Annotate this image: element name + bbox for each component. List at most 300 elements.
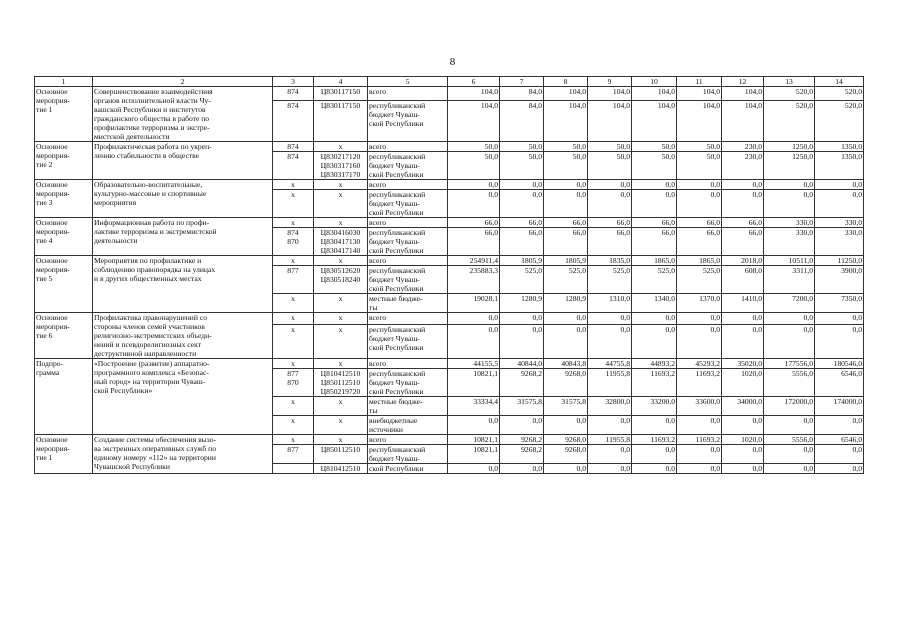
amount-cell: 9268,0 <box>544 445 588 464</box>
grbs-code-line: х <box>291 256 295 265</box>
grbs-code <box>273 101 314 142</box>
kcsr-code-line: Ц830117150 <box>320 87 361 96</box>
kcsr-code-line: х <box>338 190 343 199</box>
activity-name-line: Основное <box>36 256 68 265</box>
grbs-code-line: х <box>291 313 295 322</box>
amount-cell: 230,0 <box>722 142 764 152</box>
activity-description-line: лактике терроризма и экстремистской <box>94 227 217 236</box>
amount-cell: 10511,0 <box>764 256 815 266</box>
amount-cell: 525,0 <box>500 266 544 294</box>
amount-cell: 1865,0 <box>632 256 677 266</box>
header-row <box>35 77 864 87</box>
activity-name-line: Основное <box>36 142 68 151</box>
amount-cell: 0,0 <box>722 416 764 435</box>
column-header-6: 6 <box>448 77 500 87</box>
activity-name <box>35 359 93 435</box>
activity-description <box>93 218 273 256</box>
amount-cell: 84,0 <box>500 87 544 101</box>
amount-cell: 0,0 <box>448 313 500 325</box>
amount-cell: 0,0 <box>632 445 677 464</box>
amount-cell: 66,0 <box>677 228 722 256</box>
activity-name-line: грамма <box>36 368 60 377</box>
funding-source-line: бюджет Чуваш- <box>369 378 420 387</box>
grbs-code <box>273 152 314 180</box>
activity-name-line: тие 6 <box>36 331 53 340</box>
grbs-code-line: 870 <box>287 378 299 387</box>
amount-cell: 32800,0 <box>588 397 632 416</box>
amount-cell: 50,0 <box>588 142 632 152</box>
funding-source <box>368 313 448 325</box>
amount-cell: 66,0 <box>544 228 588 256</box>
table-row <box>35 256 864 266</box>
grbs-code-line: х <box>291 190 295 199</box>
kcsr-code-line: х <box>338 313 343 322</box>
amount-cell: 33334,4 <box>448 397 500 416</box>
funding-source-line: бюджет Чуваш- <box>369 237 420 246</box>
amount-cell: 520,0 <box>764 101 815 142</box>
activity-description-line: вашской Республики и институтов <box>94 105 206 114</box>
amount-cell: 50,0 <box>448 152 500 180</box>
funding-source-line: бюджет Чуваш- <box>369 161 420 170</box>
grbs-code-line: х <box>291 397 295 406</box>
amount-cell: 66,0 <box>448 218 500 228</box>
funding-source <box>368 416 448 435</box>
kcsr-code <box>314 101 368 142</box>
funding-source <box>368 190 448 218</box>
amount-cell: 0,0 <box>764 464 815 474</box>
activity-name-line: мероприя- <box>36 265 70 274</box>
activity-name-line: мероприя- <box>36 96 70 105</box>
activity-description-line: деструктивной направленности <box>94 349 197 358</box>
kcsr-code-line: х <box>338 325 343 335</box>
funding-source-line: источники <box>369 425 403 434</box>
amount-cell: 50,0 <box>588 152 632 180</box>
amount-cell: 33600,0 <box>677 397 722 416</box>
amount-cell: 1250,0 <box>764 152 815 180</box>
amount-cell: 104,0 <box>722 101 764 142</box>
amount-cell: 50,0 <box>544 152 588 180</box>
amount-cell: 45293,2 <box>677 359 722 369</box>
funding-source-line: республиканский <box>369 152 426 161</box>
table-row <box>35 218 864 228</box>
grbs-code <box>273 256 314 266</box>
amount-cell: 66,0 <box>632 218 677 228</box>
activity-name-line: мероприя- <box>36 151 70 160</box>
funding-source-line: всего <box>369 359 387 368</box>
funding-source-line: республиканский <box>369 101 426 111</box>
amount-cell: 0,0 <box>722 325 764 359</box>
grbs-code <box>273 87 314 101</box>
funding-source-line: ской Республики <box>369 170 424 179</box>
activity-name <box>35 142 93 180</box>
amount-cell: 0,0 <box>500 313 544 325</box>
activity-name <box>35 435 93 474</box>
funding-source-line: бюджет Чуваш- <box>369 199 420 208</box>
amount-cell: 50,0 <box>632 152 677 180</box>
column-header-9: 9 <box>588 77 632 87</box>
activity-name <box>35 180 93 218</box>
activity-description-line: профилактике терроризма и экстре- <box>94 123 210 132</box>
funding-source <box>368 256 448 266</box>
amount-cell: 0,0 <box>815 180 864 190</box>
kcsr-code <box>314 87 368 101</box>
activity-description-line: гражданского общества в работе по <box>94 114 210 123</box>
amount-cell: 10821,1 <box>448 445 500 464</box>
activity-description-line: ской Республики» <box>94 386 153 395</box>
kcsr-code <box>314 325 368 359</box>
amount-cell: 0,0 <box>764 416 815 435</box>
activity-name <box>35 218 93 256</box>
table-row <box>35 359 864 369</box>
kcsr-code <box>314 397 368 416</box>
amount-cell: 44155,5 <box>448 359 500 369</box>
amount-cell: 11693,2 <box>632 435 677 445</box>
amount-cell: 31575,8 <box>500 397 544 416</box>
kcsr-code <box>314 359 368 369</box>
activity-description <box>93 435 273 474</box>
amount-cell: 3311,0 <box>764 266 815 294</box>
kcsr-code-line: х <box>338 435 343 444</box>
grbs-code <box>273 313 314 325</box>
amount-cell: 7350,0 <box>815 294 864 313</box>
amount-cell: 0,0 <box>722 313 764 325</box>
amount-cell: 254911,4 <box>448 256 500 266</box>
activity-description-line: Чувашской Республики <box>94 462 170 471</box>
amount-cell: 44755,8 <box>588 359 632 369</box>
amount-cell: 0,0 <box>588 464 632 474</box>
funding-source-line: бюджет Чуваш- <box>369 110 420 120</box>
amount-cell: 0,0 <box>764 180 815 190</box>
amount-cell: 0,0 <box>544 416 588 435</box>
grbs-code <box>273 369 314 397</box>
activity-description-line: ный город» на территории Чуваш- <box>94 377 206 386</box>
amount-cell: 11955,8 <box>588 369 632 397</box>
amount-cell: 0,0 <box>722 445 764 464</box>
amount-cell: 0,0 <box>588 416 632 435</box>
kcsr-code-line: Ц830117150 <box>320 101 361 111</box>
amount-cell: 1310,0 <box>588 294 632 313</box>
grbs-code <box>273 218 314 228</box>
column-header-3: 3 <box>273 77 314 87</box>
amount-cell: 66,0 <box>544 218 588 228</box>
activity-description-line: Информационная работа по профи- <box>94 218 210 227</box>
amount-cell: 1250,0 <box>764 142 815 152</box>
kcsr-code <box>314 256 368 266</box>
amount-cell: 11955,8 <box>588 435 632 445</box>
kcsr-code <box>314 218 368 228</box>
activity-description-line: мистской деятельности <box>94 132 170 141</box>
amount-cell: 50,0 <box>500 142 544 152</box>
amount-cell: 1805,9 <box>544 256 588 266</box>
grbs-code <box>273 142 314 152</box>
amount-cell: 1280,9 <box>500 294 544 313</box>
amount-cell: 104,0 <box>632 87 677 101</box>
activity-name-line: Основное <box>36 435 68 444</box>
amount-cell: 0,0 <box>722 180 764 190</box>
amount-cell: 40844,0 <box>500 359 544 369</box>
column-header-2: 2 <box>93 77 273 87</box>
activity-name-line: тие 1 <box>36 105 53 114</box>
activity-description-line: Профилактика правонарушений со <box>94 313 208 322</box>
amount-cell: 0,0 <box>632 313 677 325</box>
amount-cell: 66,0 <box>722 228 764 256</box>
funding-source-line: ской Республики <box>369 343 424 353</box>
grbs-code-line: х <box>291 180 295 189</box>
table-row <box>35 313 864 325</box>
kcsr-code-line: Ц830317160 <box>320 161 361 170</box>
activity-name-line: тие 2 <box>36 160 53 169</box>
funding-source-line: бюджет Чуваш- <box>369 454 420 463</box>
amount-cell: 50,0 <box>677 142 722 152</box>
grbs-code-line: х <box>291 359 295 368</box>
activity-description-line: религиозно-экстремистских объеди- <box>94 331 212 340</box>
amount-cell: 0,0 <box>677 313 722 325</box>
kcsr-code-line: Ц830317170 <box>320 170 361 179</box>
activity-name <box>35 87 93 142</box>
amount-cell: 10821,1 <box>448 435 500 445</box>
kcsr-code-line: Ц810412510 <box>320 464 361 473</box>
amount-cell: 0,0 <box>677 190 722 218</box>
amount-cell: 0,0 <box>500 325 544 359</box>
amount-cell: 330,0 <box>815 228 864 256</box>
amount-cell: 50,0 <box>448 142 500 152</box>
funding-source-line: ской Республики <box>369 119 424 129</box>
amount-cell: 50,0 <box>677 152 722 180</box>
amount-cell: 66,0 <box>588 228 632 256</box>
activity-name <box>35 313 93 359</box>
amount-cell: 0,0 <box>632 190 677 218</box>
funding-source <box>368 87 448 101</box>
page-number: 8 <box>449 56 456 68</box>
funding-source-line: ской Республики <box>369 464 424 473</box>
amount-cell: 0,0 <box>764 313 815 325</box>
activity-description-line: «Построение (развитие) аппаратно- <box>94 359 210 368</box>
amount-cell: 0,0 <box>677 325 722 359</box>
activity-description-line: Образовательно-воспитательные, <box>94 180 203 189</box>
amount-cell: 104,0 <box>588 87 632 101</box>
amount-cell: 104,0 <box>544 101 588 142</box>
amount-cell: 11250,0 <box>815 256 864 266</box>
activity-description-line: деятельности <box>94 236 138 245</box>
amount-cell: 9268,2 <box>500 445 544 464</box>
grbs-code-line: 874 <box>287 228 299 237</box>
amount-cell: 1280,9 <box>544 294 588 313</box>
kcsr-code <box>314 266 368 294</box>
grbs-code <box>273 464 314 474</box>
amount-cell: 0,0 <box>500 416 544 435</box>
amount-cell: 0,0 <box>544 180 588 190</box>
funding-source-line: всего <box>369 313 387 322</box>
amount-cell: 525,0 <box>544 266 588 294</box>
activity-name-line: тие 4 <box>36 236 53 245</box>
amount-cell: 0,0 <box>500 180 544 190</box>
amount-cell: 608,0 <box>722 266 764 294</box>
grbs-code-line: 877 <box>287 369 299 378</box>
table-row <box>35 435 864 445</box>
funding-source-line: республиканский <box>369 325 426 335</box>
amount-cell: 525,0 <box>677 266 722 294</box>
amount-cell: 104,0 <box>544 87 588 101</box>
amount-cell: 0,0 <box>544 190 588 218</box>
amount-cell: 34000,0 <box>722 397 764 416</box>
column-header-10: 10 <box>632 77 677 87</box>
grbs-code <box>273 266 314 294</box>
funding-source-line: всего <box>369 256 387 265</box>
table-row <box>35 180 864 190</box>
activity-name-line: тие 5 <box>36 274 53 283</box>
funding-source <box>368 180 448 190</box>
amount-cell: 11693,2 <box>677 369 722 397</box>
amount-cell: 0,0 <box>588 325 632 359</box>
amount-cell: 0,0 <box>677 416 722 435</box>
funding-source-line: республиканский <box>369 369 426 378</box>
amount-cell: 66,0 <box>632 228 677 256</box>
amount-cell: 0,0 <box>544 313 588 325</box>
activity-name-line: мероприя- <box>36 189 70 198</box>
funding-source <box>368 266 448 294</box>
activity-description-line: единому номеру «112» на территории <box>94 453 216 462</box>
funding-source <box>368 152 448 180</box>
grbs-code <box>273 190 314 218</box>
amount-cell: 33200,0 <box>632 397 677 416</box>
amount-cell: 40843,8 <box>544 359 588 369</box>
amount-cell: 0,0 <box>632 325 677 359</box>
grbs-code <box>273 294 314 313</box>
amount-cell: 9268,2 <box>500 435 544 445</box>
amount-cell: 1865,0 <box>677 256 722 266</box>
amount-cell: 66,0 <box>500 218 544 228</box>
amount-cell: 104,0 <box>722 87 764 101</box>
activity-description-line: соблюдению правопорядка на улицах <box>94 265 216 274</box>
kcsr-code-line: х <box>338 416 343 425</box>
amount-cell: 0,0 <box>815 325 864 359</box>
amount-cell: 50,0 <box>500 152 544 180</box>
table-header <box>35 77 864 87</box>
amount-cell: 0,0 <box>500 464 544 474</box>
activity-name-line: Основное <box>36 313 68 322</box>
funding-source-line: республиканский <box>369 266 426 275</box>
amount-cell: 525,0 <box>588 266 632 294</box>
kcsr-code <box>314 190 368 218</box>
funding-source-line: ской Республики <box>369 387 424 396</box>
kcsr-code-line: Ц830518240 <box>320 275 361 284</box>
amount-cell: 66,0 <box>677 218 722 228</box>
activity-name-line: Основное <box>36 180 68 189</box>
grbs-code <box>273 228 314 256</box>
amount-cell: 0,0 <box>588 180 632 190</box>
column-header-7: 7 <box>500 77 544 87</box>
amount-cell: 525,0 <box>632 266 677 294</box>
amount-cell: 35020,0 <box>722 359 764 369</box>
kcsr-code-line: Ц830416030 <box>320 228 361 237</box>
activity-description <box>93 142 273 180</box>
activity-description-line: мероприятия <box>94 198 137 207</box>
activity-description-line: органов исполнительной власти Чу- <box>94 96 211 105</box>
amount-cell: 66,0 <box>588 218 632 228</box>
funding-source <box>368 325 448 359</box>
kcsr-code-line: Ц850219720 <box>320 387 361 396</box>
funding-source <box>368 445 448 464</box>
grbs-code-line: 874 <box>287 142 299 151</box>
activity-description-line: лению стабильности в обществе <box>94 151 200 160</box>
kcsr-code <box>314 464 368 474</box>
amount-cell: 3900,0 <box>815 266 864 294</box>
amount-cell: 0,0 <box>544 325 588 359</box>
amount-cell: 0,0 <box>677 445 722 464</box>
amount-cell: 0,0 <box>544 464 588 474</box>
amount-cell: 0,0 <box>448 180 500 190</box>
activity-name-line: тие 1 <box>36 453 53 462</box>
funding-source-line: ской Республики <box>369 246 424 255</box>
grbs-code-line: 870 <box>287 237 299 246</box>
funding-source <box>368 218 448 228</box>
funding-source <box>368 369 448 397</box>
grbs-code-line: 874 <box>287 87 299 96</box>
kcsr-code-line: Ц830417130 <box>320 237 361 246</box>
kcsr-code-line: Ц850112510 <box>320 445 361 454</box>
funding-source <box>368 101 448 142</box>
activity-name-line: мероприя- <box>36 322 70 331</box>
activity-description-line: Мероприятия по профилактике и <box>94 256 202 265</box>
grbs-code-line: х <box>291 294 295 303</box>
amount-cell: 0,0 <box>677 464 722 474</box>
amount-cell: 0,0 <box>632 180 677 190</box>
kcsr-code-line: Ц810412510 <box>320 369 361 378</box>
funding-source <box>368 228 448 256</box>
grbs-code <box>273 416 314 435</box>
funding-source-line: местные бюдже- <box>369 397 423 406</box>
funding-source-line: ской Республики <box>369 284 424 293</box>
amount-cell: 235883,3 <box>448 266 500 294</box>
funding-source-line: внебюджетные <box>369 416 418 425</box>
column-header-12: 12 <box>722 77 764 87</box>
amount-cell: 0,0 <box>632 464 677 474</box>
amount-cell: 0,0 <box>448 325 500 359</box>
amount-cell: 66,0 <box>722 218 764 228</box>
activity-description-line: нений и псевдорелигиозных сект <box>94 340 202 349</box>
kcsr-code-line: х <box>338 359 343 368</box>
funding-source <box>368 142 448 152</box>
activity-description <box>93 87 273 142</box>
column-header-11: 11 <box>677 77 722 87</box>
grbs-code-line: х <box>291 416 295 425</box>
amount-cell: 0,0 <box>677 180 722 190</box>
amount-cell: 0,0 <box>632 416 677 435</box>
amount-cell: 230,0 <box>722 152 764 180</box>
kcsr-code-line: х <box>338 142 343 151</box>
amount-cell: 1410,0 <box>722 294 764 313</box>
activity-name-line: тие 3 <box>36 198 53 207</box>
amount-cell: 44893,2 <box>632 359 677 369</box>
amount-cell: 0,0 <box>815 416 864 435</box>
budget-table <box>34 76 864 474</box>
column-header-4: 4 <box>314 77 368 87</box>
amount-cell: 104,0 <box>448 101 500 142</box>
amount-cell: 0,0 <box>588 313 632 325</box>
funding-source-line: всего <box>369 435 387 444</box>
kcsr-code <box>314 152 368 180</box>
kcsr-code <box>314 180 368 190</box>
column-header-13: 13 <box>764 77 815 87</box>
amount-cell: 66,0 <box>500 228 544 256</box>
activity-name-line: мероприя- <box>36 227 70 236</box>
amount-cell: 0,0 <box>500 190 544 218</box>
column-header-14: 14 <box>815 77 864 87</box>
amount-cell: 5556,0 <box>764 369 815 397</box>
amount-cell: 520,0 <box>764 87 815 101</box>
amount-cell: 1805,9 <box>500 256 544 266</box>
activity-name-line: Подпро- <box>36 359 64 368</box>
